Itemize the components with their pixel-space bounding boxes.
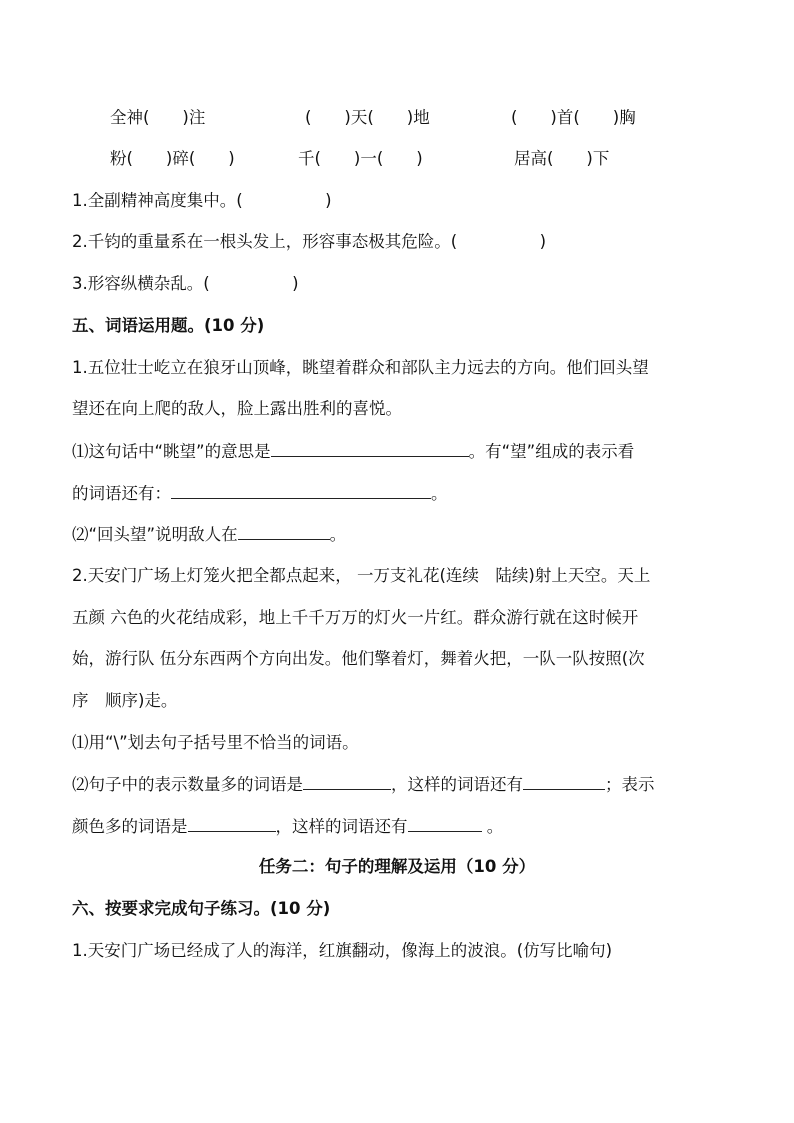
idiom-2-1: 粉( )碎( ) <box>110 149 235 168</box>
section-6-question-1: 1.天安门广场已经成了人的海洋，红旗翻动，像海上的波浪。(仿写比喻句) <box>72 941 613 960</box>
idiom-2-3: 居高( )下 <box>514 149 610 168</box>
question-2-2-cont <box>72 814 503 839</box>
passage-1-line-2: 望还在向上爬的敌人，脸上露出胜利的喜悦。 <box>72 399 402 418</box>
question-2-2-text-a: ⑵句子中的表示数量多的词语是 <box>72 775 303 794</box>
question-1-1-text-d: 。 <box>431 484 448 503</box>
passage-2-line-3: 始，游行队 伍分东西两个方向出发。他们擎着灯，舞着火把，一队一队按照(次 <box>72 649 645 668</box>
question-2-2 <box>72 772 655 797</box>
passage-2-line-2: 五颜 六色的火花结成彩，地上千千万万的灯火一片红。群众游行就在这时候开 <box>72 608 639 627</box>
passage-2-line-4: 序 顺序)走。 <box>72 691 178 710</box>
idiom-1-1: 全神( )注 <box>110 108 206 127</box>
meaning-3: 3.形容纵横杂乱。( ) <box>72 274 299 293</box>
passage-1-line-1: 1.五位壮士屹立在狼牙山顶峰，眺望着群众和部队主力远去的方向。他们回头望 <box>72 358 649 377</box>
answer-blank[interactable] <box>523 772 605 790</box>
answer-blank[interactable] <box>238 522 330 540</box>
answer-blank[interactable] <box>271 439 469 457</box>
section-5-title: 五、词语运用题。(10 分) <box>72 316 265 335</box>
question-1-2-text-a: ⑵“回头望”说明敌人在 <box>72 525 238 544</box>
answer-blank[interactable] <box>171 481 431 499</box>
meaning-2: 2.千钧的重量系在一根头发上，形容事态极其危险。( ) <box>72 232 547 251</box>
question-1-1-text-b: 。有“望”组成的表示看 <box>468 442 635 461</box>
meaning-1: 1.全副精神高度集中。( ) <box>72 191 332 210</box>
question-2-2-text-b: ，这样的词语还有 <box>391 775 523 794</box>
answer-blank[interactable] <box>188 814 276 832</box>
question-2-1: ⑴用“\”划去句子括号里不恰当的词语。 <box>72 733 359 752</box>
idiom-1-2: ( )天( )地 <box>305 108 430 127</box>
idiom-2-2: 千( )一( ) <box>298 149 423 168</box>
question-1-2-text-b: 。 <box>329 525 347 544</box>
idiom-1-3: ( )首( )胸 <box>511 108 636 127</box>
question-2-2-text-c: ；表示 <box>605 775 655 794</box>
answer-blank[interactable] <box>408 814 482 832</box>
question-1-1-text-a: ⑴这句话中“眺望”的意思是 <box>72 442 271 461</box>
question-1-1 <box>72 439 634 464</box>
task-2-title: 任务二：句子的理解及运用（10 分） <box>258 857 536 876</box>
question-2-2-text-d: 颜色多的词语是 <box>72 817 188 836</box>
question-1-1-cont <box>72 481 448 506</box>
question-2-2-text-f: 。 <box>481 817 504 836</box>
passage-2-line-1: 2.天安门广场上灯笼火把全都点起来， 一万支礼花(连续 陆续)射上天空。天上 <box>72 566 651 585</box>
question-2-2-text-e: ，这样的词语还有 <box>275 817 408 836</box>
section-6-title: 六、按要求完成句子练习。(10 分) <box>72 899 331 918</box>
question-1-1-text-c: 的词语还有： <box>72 484 171 503</box>
answer-blank[interactable] <box>303 772 391 790</box>
question-1-2 <box>72 522 346 547</box>
